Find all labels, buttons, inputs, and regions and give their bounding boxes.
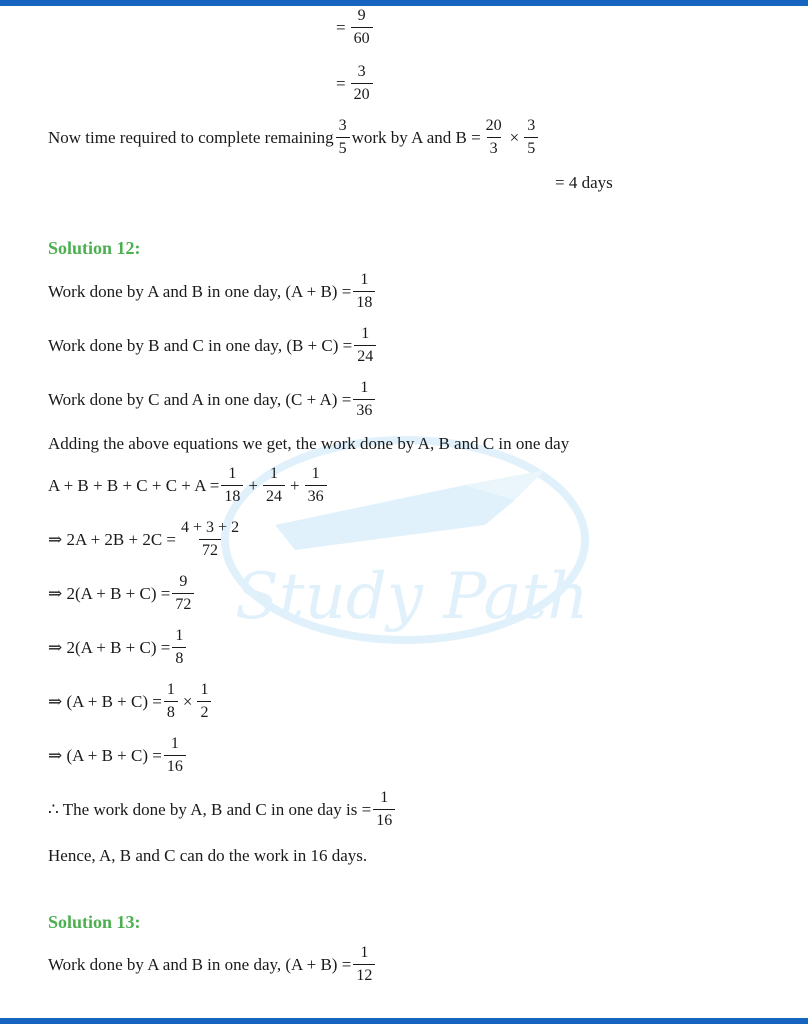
- numerator: 20: [485, 117, 502, 134]
- text: Work done by A and B in one day, (A + B) =: [48, 281, 352, 301]
- remaining-work-line: [48, 118, 540, 157]
- denominator: 2: [197, 701, 211, 721]
- text: ⇒ (A + B + C) =: [48, 745, 162, 765]
- denominator: 18: [221, 485, 243, 505]
- numerator: 1: [361, 325, 370, 342]
- denominator: 24: [354, 345, 376, 365]
- fraction: [197, 682, 211, 721]
- denominator: 16: [373, 809, 395, 829]
- step-2-sum-9-72: [48, 574, 196, 613]
- fraction: [164, 682, 178, 721]
- step-2a-2b-2c: [48, 520, 244, 559]
- text: ⇒ 2(A + B + C) =: [48, 637, 171, 657]
- numerator: 1: [380, 789, 389, 806]
- fraction: [172, 628, 186, 667]
- denominator: 8: [172, 647, 186, 667]
- numerator: 9: [357, 7, 366, 24]
- denominator: 72: [199, 539, 221, 559]
- solution-12-heading: Solution 12:: [48, 238, 141, 258]
- numerator: 1: [269, 465, 278, 482]
- denominator: 36: [353, 399, 375, 419]
- text: work by A and B =: [351, 127, 481, 147]
- fraction: [524, 118, 538, 157]
- text: Work done by C and A in one day, (C + A) =: [48, 389, 352, 409]
- numerator: 3: [338, 117, 347, 134]
- numerator: 1: [200, 681, 209, 698]
- numerator: 1: [228, 465, 237, 482]
- text: Work done by B and C in one day, (B + C) =: [48, 335, 353, 355]
- bc-one-day-line: [48, 326, 378, 365]
- denominator: 72: [172, 593, 194, 613]
- fraction: [353, 380, 375, 419]
- denominator: 5: [524, 137, 538, 157]
- denominator: 16: [164, 755, 186, 775]
- conclusion-text: Hence, A, B and C can do the work in 16 days.: [48, 846, 368, 865]
- text: ⇒ 2(A + B + C) =: [48, 583, 171, 603]
- text: Work done by A and B in one day, (A + B) =: [48, 954, 352, 974]
- plus-sign: +: [289, 475, 300, 495]
- step-sum-product: [48, 682, 213, 721]
- fraction: [305, 466, 327, 505]
- fraction: [178, 520, 242, 559]
- bottom-border: [0, 1018, 808, 1024]
- solution-13-heading: Solution 13:: [48, 912, 141, 932]
- fraction: [351, 64, 373, 103]
- times-sign: ×: [509, 127, 520, 147]
- denominator: 36: [305, 485, 327, 505]
- numerator: 1: [360, 271, 369, 288]
- numerator: 1: [170, 735, 179, 752]
- numerator: 9: [179, 573, 188, 590]
- fraction: [263, 466, 285, 505]
- fraction: [336, 118, 350, 157]
- denominator: 24: [263, 485, 285, 505]
- fraction: [221, 466, 243, 505]
- fraction: [373, 790, 395, 829]
- ca-one-day-line: [48, 380, 377, 419]
- numerator: 1: [311, 465, 320, 482]
- eq-line-1: [333, 8, 375, 47]
- denominator: 20: [351, 83, 373, 103]
- eq-line-2: [333, 64, 375, 103]
- numerator: 3: [357, 63, 366, 80]
- times-sign: ×: [182, 691, 193, 711]
- therefore-line: [48, 790, 397, 829]
- fraction: [354, 326, 376, 365]
- step-sum-1-16: [48, 736, 188, 775]
- text: ⇒ 2A + 2B + 2C =: [48, 529, 177, 549]
- fraction: [351, 8, 373, 47]
- fraction: [353, 945, 375, 984]
- top-border: [0, 0, 808, 6]
- numerator: 1: [175, 627, 184, 644]
- numerator: 1: [166, 681, 175, 698]
- denominator: 3: [487, 137, 501, 157]
- denominator: 8: [164, 701, 178, 721]
- ab-one-day-line: [48, 272, 377, 311]
- denominator: 18: [353, 291, 375, 311]
- text: ∴ The work done by A, B and C in one day is =: [48, 799, 372, 819]
- text: ⇒ (A + B + C) =: [48, 691, 162, 711]
- numerator: 1: [360, 379, 369, 396]
- result-4-days: = 4 days: [555, 173, 613, 192]
- watermark-text: Study Path: [235, 560, 589, 634]
- denominator: 5: [336, 137, 350, 157]
- sum-equation-line: [48, 466, 329, 505]
- plus-sign: +: [248, 475, 258, 495]
- equals-sign: =: [336, 17, 346, 37]
- numerator: 3: [527, 117, 536, 134]
- fraction: [172, 574, 194, 613]
- denominator: 60: [351, 27, 373, 47]
- fraction: [353, 272, 375, 311]
- ab-one-day-line-13: [48, 945, 377, 984]
- numerator: 4 + 3 + 2: [181, 519, 240, 536]
- equals-sign: =: [336, 73, 346, 93]
- step-2-sum-1-8: [48, 628, 188, 667]
- numerator: 1: [360, 944, 369, 961]
- fraction: [164, 736, 186, 775]
- adding-equations-text: Adding the above equations we get, the work done by A, B and C in one day: [48, 434, 570, 453]
- text: A + B + B + C + C + A =: [48, 475, 220, 495]
- denominator: 12: [353, 964, 375, 984]
- fraction: [483, 118, 505, 157]
- text: Now time required to complete remaining: [48, 127, 334, 147]
